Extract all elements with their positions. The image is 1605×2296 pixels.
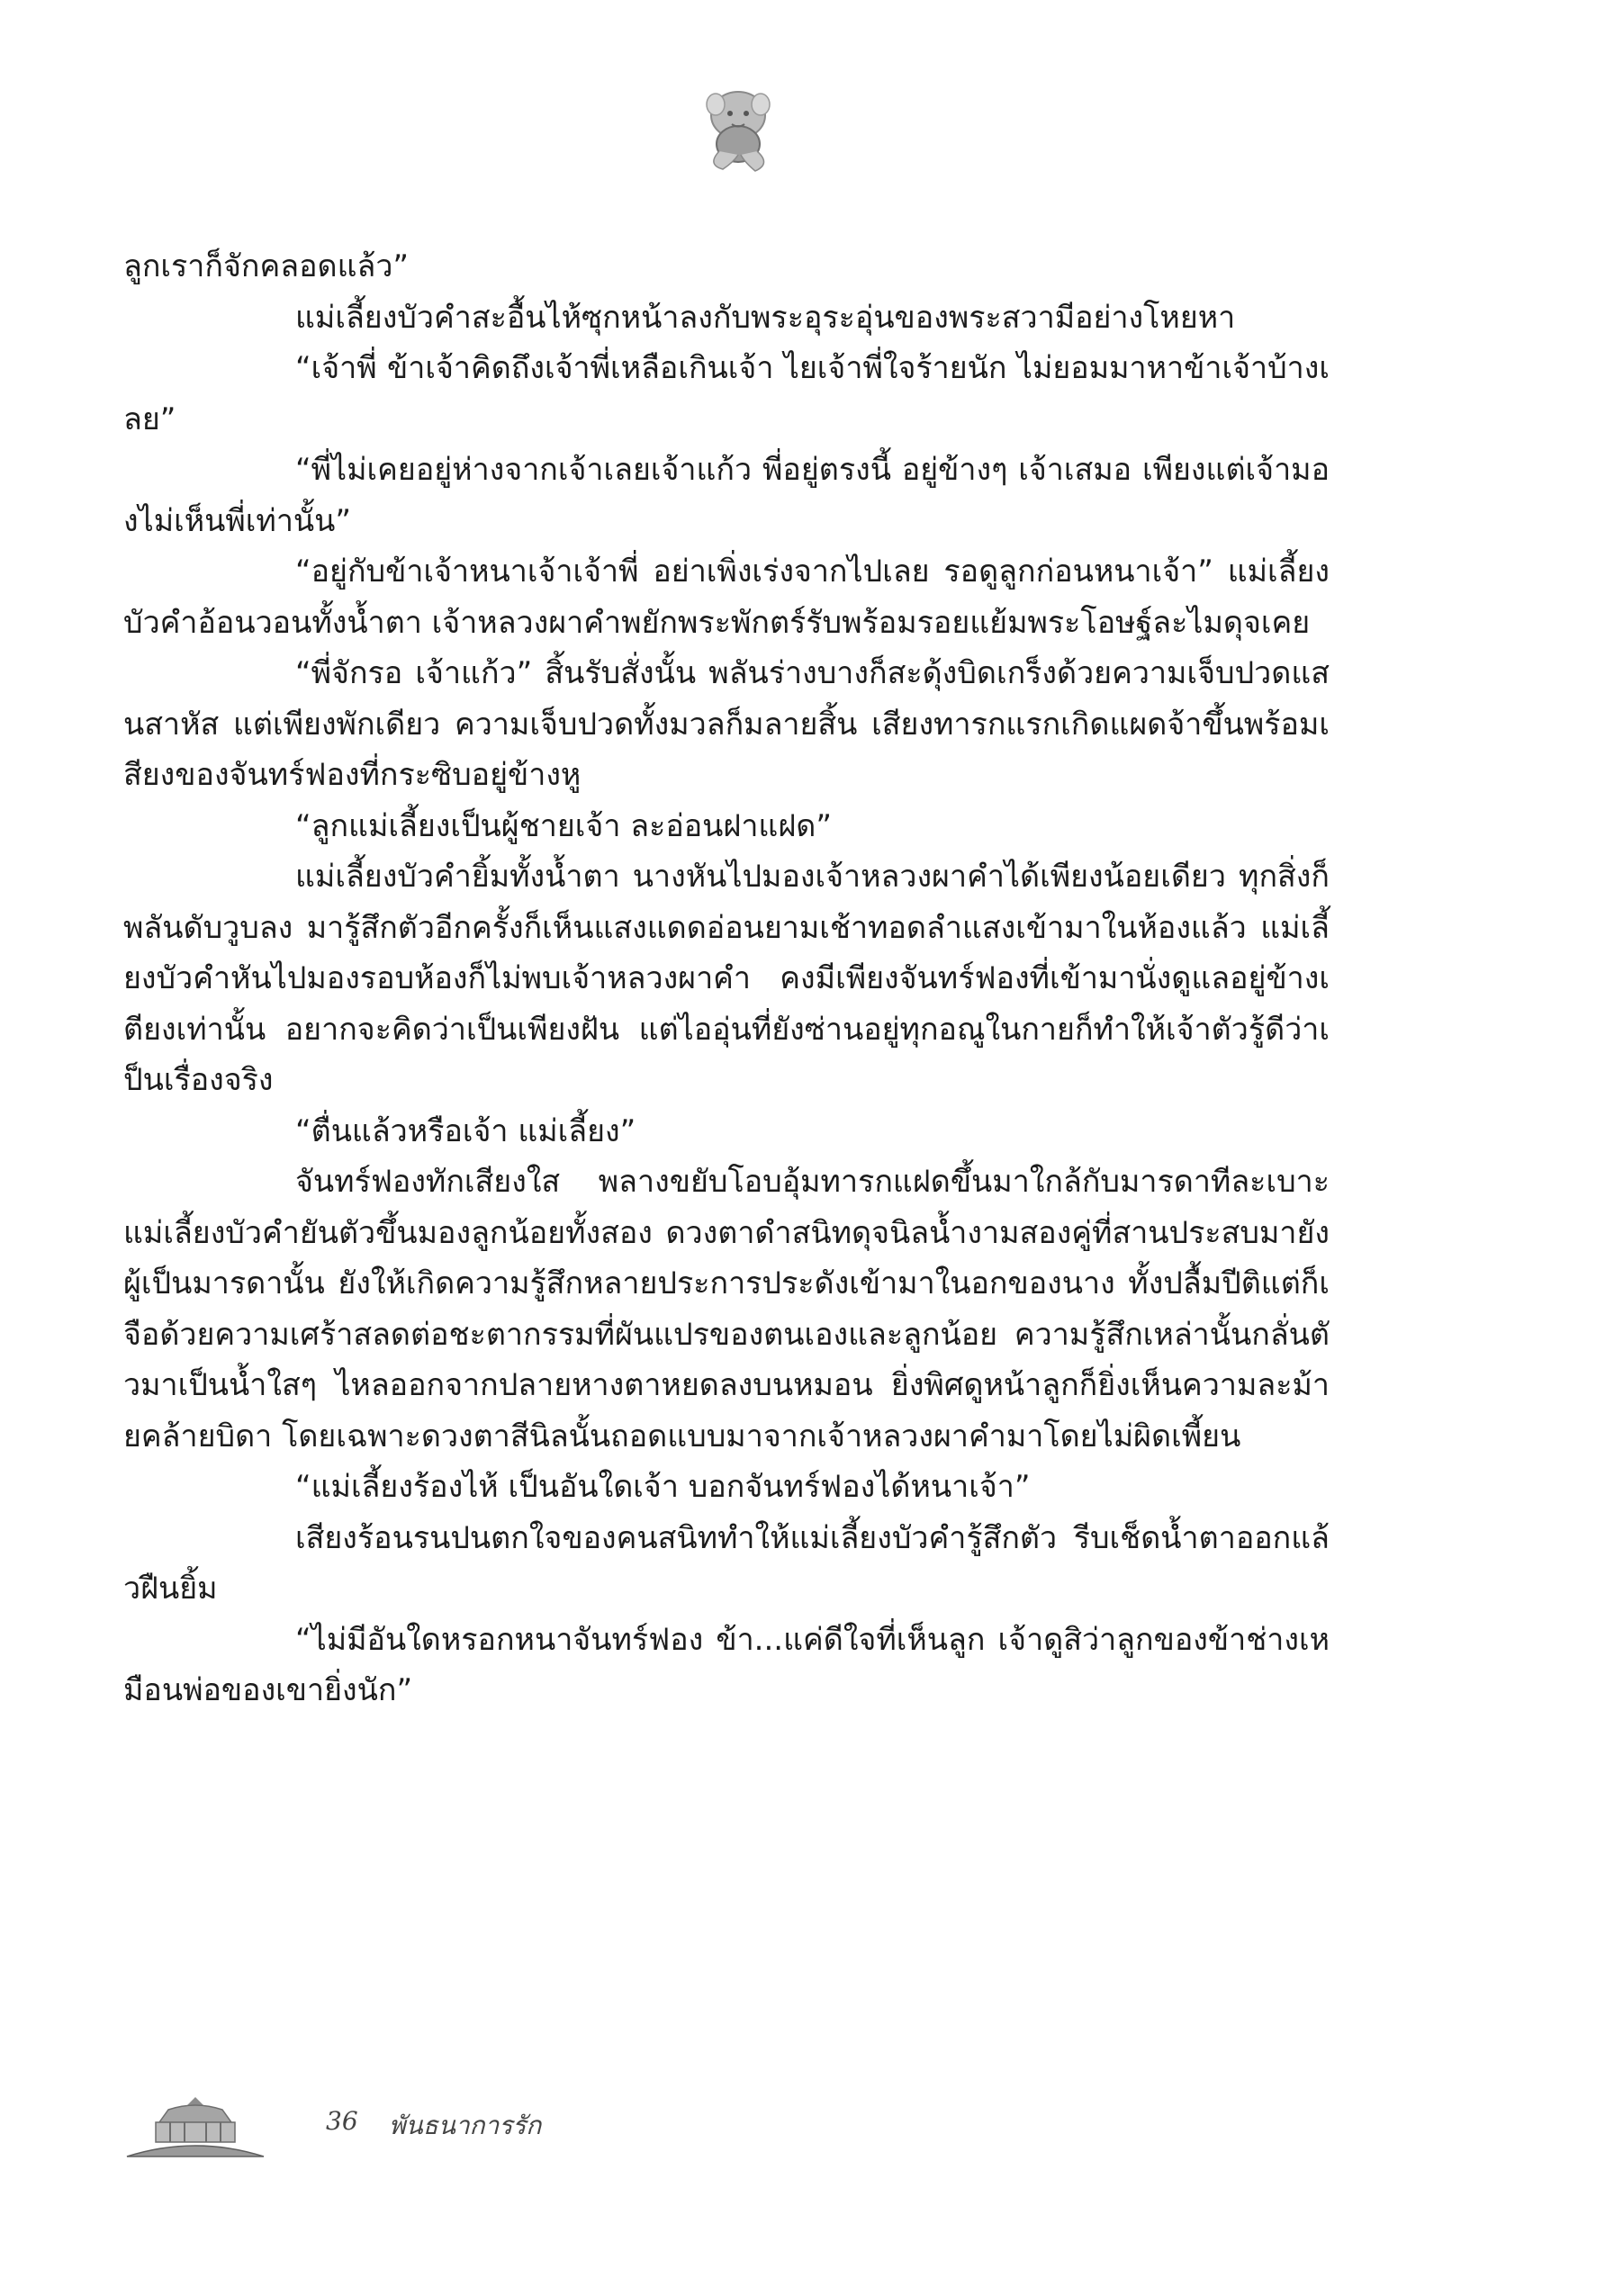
book-title: พันธนาการรัก [389,2111,542,2140]
paragraph: “พี่จักรอ เจ้าแก้ว” สิ้นรับสั่งนั้น พลันร่างบางก็สะดุ้งบิดเกร็งด้วยความเจ็บปวดแสนสาหัส แต่เพียงพักเดียว ความเจ็บปวดทั้งมวลก็มลายสิ้น เสียงทารกแรกเกิดแผดจ้าขึ้นพร้อมเสียงของจันทร์ฟองที่กระซิบอยู่ข้างหู [123,655,1330,793]
paragraph: “เจ้าพี่ ข้าเจ้าคิดถึงเจ้าพี่เหลือเกินเจ้า ไยเจ้าพี่ใจร้ายนัก ไม่ยอมมาหาข้าเจ้าบ้างเลย” [123,350,1330,437]
paragraph: “ลูกแม่เลี้ยงเป็นผู้ชายเจ้า ละอ่อนฝาแฝด” [295,807,832,844]
page-footer [123,2086,663,2167]
temple-emblem-icon [123,2095,267,2160]
paragraph: “แม่เลี้ยงร้องไห้ เป็นอันใดเจ้า บอกจันทร์ฟองได้หนาเจ้า” [295,1469,1031,1505]
paragraph: “ตื่นแล้วหรือเจ้า แม่เลี้ยง” [295,1112,636,1149]
paragraph: “ไม่มีอันใดหรอกหนาจันทร์ฟอง ข้า...แค่ดีใจที่เห็นลูก เจ้าดูสิว่าลูกของข้าช่างเหมือนพ่อของเขายิ่งนัก” [123,1621,1330,1708]
cherub-ornament-icon [689,79,788,178]
paragraph: แม่เลี้ยงบัวคำสะอื้นไห้ซุกหน้าลงกับพระอุระอุ่นของพระสวามีอย่างโหยหา [295,299,1236,336]
paragraph: เสียงร้อนรนปนตกใจของคนสนิททำให้แม่เลี้ยงบัวคำรู้สึกตัว รีบเช็ดน้ำตาออกแล้วฝืนยิ้ม [123,1519,1330,1607]
paragraph: แม่เลี้ยงบัวคำยิ้มทั้งน้ำตา นางหันไปมองเจ้าหลวงผาคำได้เพียงน้อยเดียว ทุกสิ่งก็พลันดับวูบลง มารู้สึกตัวอีกครั้งก็เห็นแสงแดดอ่อนยามเช้าทอดลำแสงเข้ามาในห้องแล้ว แม่เลี้ยงบัวคำหันไปมองรอบห้องก็ไม่พบเจ้าหลวงผาคำ คงมีเพียงจันทร์ฟองที่เข้ามานั่งดูแลอยู่ข้างเตียงเท่านั้น อยากจะคิดว่าเป็นเพียงฝัน แต่ไออุ่นที่ยังซ่านอยู่ทุกอณูในกายก็ทำให้เจ้าตัวรู้ดีว่าเป็นเรื่องจริง [123,859,1330,1098]
paragraph: ลูกเราก็จักคลอดแล้ว” [123,248,410,284]
page-number: 36 [326,2106,358,2136]
paragraph: จันทร์ฟองทักเสียงใส พลางขยับโอบอุ้มทารกแฝดขึ้นมาใกล้กับมารดาทีละเบาะ แม่เลี้ยงบัวคำยันตัวขึ้นมองลูกน้อยทั้งสอง ดวงตาดำสนิทดุจนิลน้ำงามสองคู่ที่สานประสบมายังผู้เป็นมารดานั้น ยังให้เกิดความรู้สึกหลายประการประดังเข้ามาในอกของนาง ทั้งปลื้มปีติแต่ก็เจือด้วยความเศร้าสลดต่อชะตากรรมที่ผันแปรของตนเองและลูกน้อย ความรู้สึกเหล่านั้นกลั่นตัวมาเป็นน้ำใสๆ ไหลออกจากปลายหางตาหยดลงบนหมอน ยิ่งพิศดูหน้าลูกก็ยิ่งเห็นความละม้ายคล้ายบิดา โดยเฉพาะดวงตาสีนิลนั้นถอดแบบมาจากเจ้าหลวงผาคำมาโดยไม่ผิดเพี้ยน [123,1164,1330,1454]
paragraph: “พี่ไม่เคยอยู่ห่างจากเจ้าเลยเจ้าแก้ว พี่อยู่ตรงนี้ อยู่ข้างๆ เจ้าเสมอ เพียงแต่เจ้ามองไม่เห็นพี่เท่านั้น” [123,452,1330,539]
paragraph: “อยู่กับข้าเจ้าหนาเจ้าเจ้าพี่ อย่าเพิ่งเร่งจากไปเลย รอดูลูกก่อนหนาเจ้า” แม่เลี้ยงบัวคำอ้อนวอนทั้งน้ำตา เจ้าหลวงผาคำพยักพระพักตร์รับพร้อมรอยแย้มพระโอษฐ์ละไมดุจเคย [123,554,1330,641]
story-body-text [123,241,1330,1716]
